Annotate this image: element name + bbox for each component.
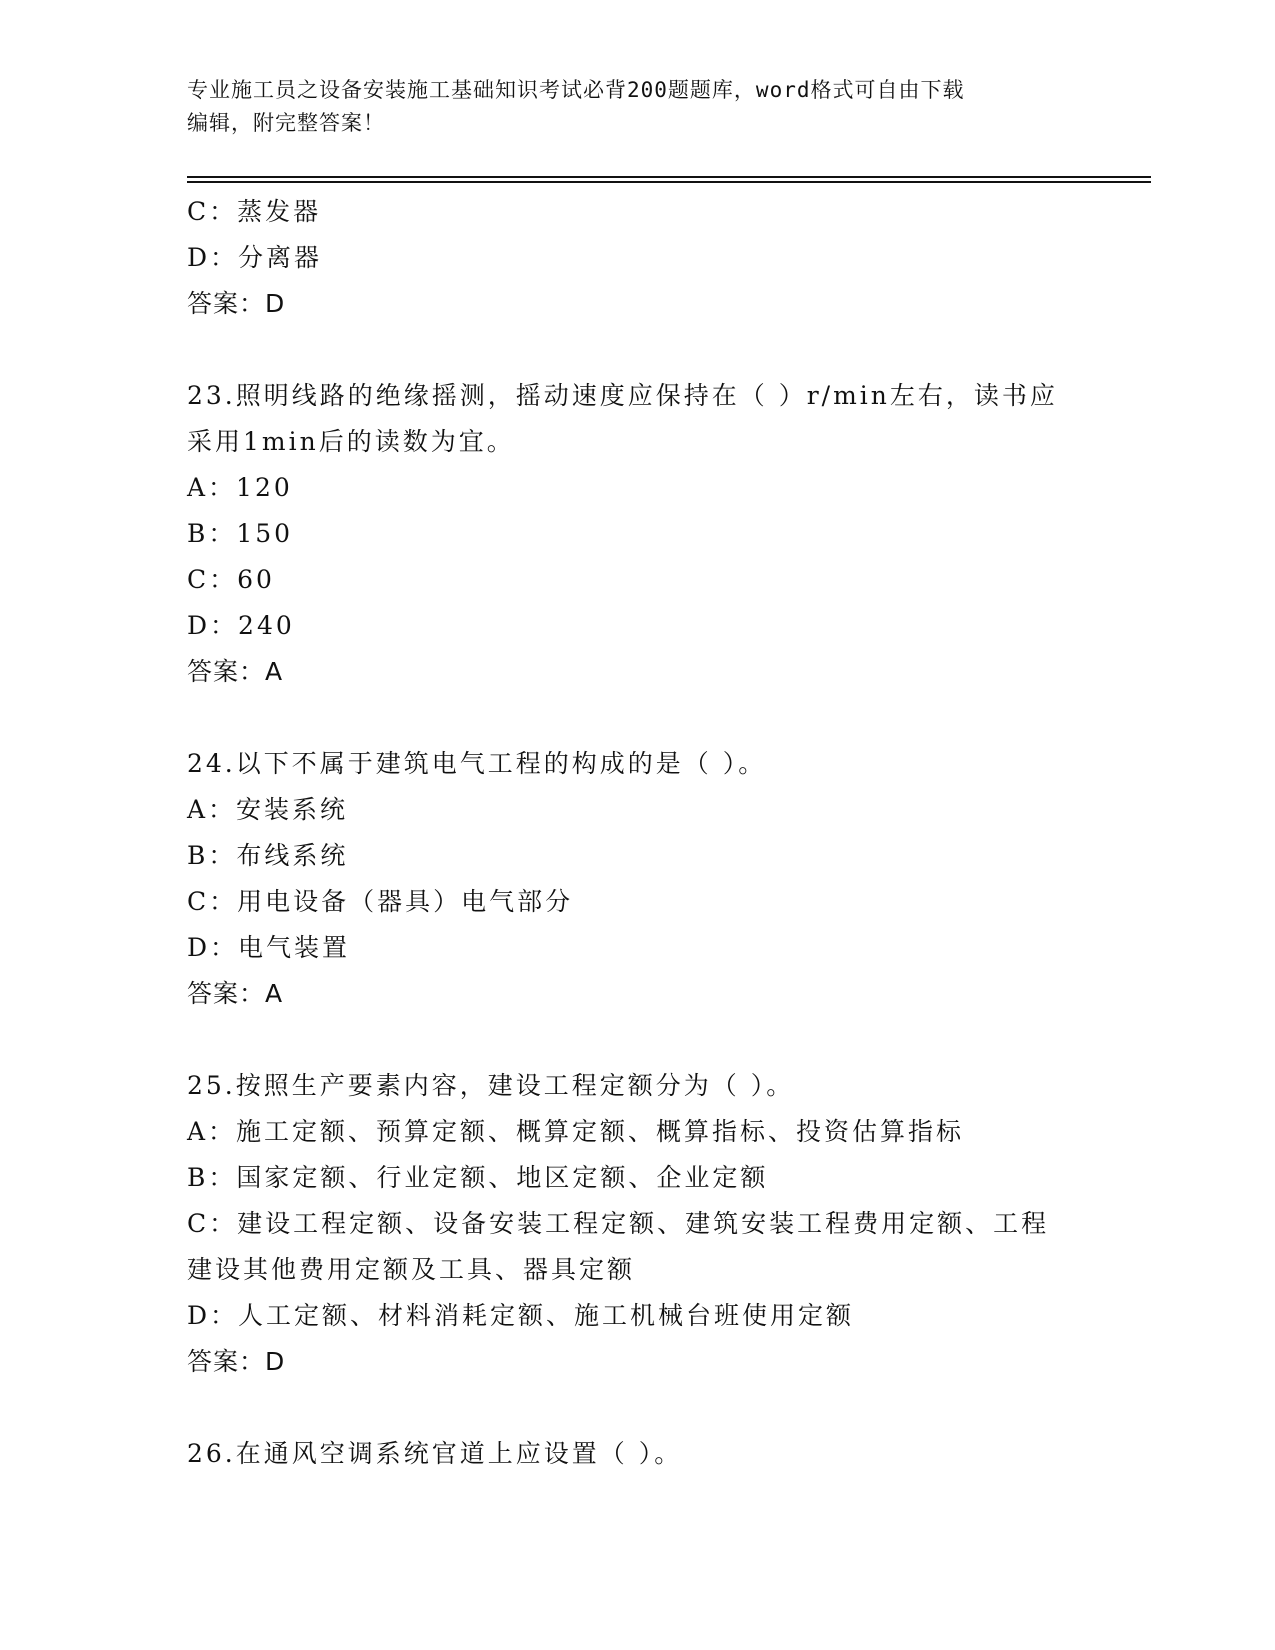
option-b: B：国家定额、行业定额、地区定额、企业定额 xyxy=(187,1163,769,1192)
header-divider-bottom xyxy=(187,181,1151,183)
option-d: D：人工定额、材料消耗定额、施工机械台班使用定额 xyxy=(187,1301,855,1330)
option-d: D：240 xyxy=(187,611,295,640)
option-a: A：安装系统 xyxy=(187,795,349,824)
question-stem: 25.按照生产要素内容，建设工程定额分为（ ）。 xyxy=(187,1071,795,1100)
option-c: C：建设工程定额、设备安装工程定额、建筑安装工程费用定额、工程 xyxy=(187,1209,1050,1238)
header-divider-top xyxy=(187,176,1151,178)
option-b: B：布线系统 xyxy=(187,841,349,870)
question-24 xyxy=(187,741,1117,1017)
question-stem: 24.以下不属于建筑电气工程的构成的是（ ）。 xyxy=(187,749,767,778)
option-c: C：60 xyxy=(187,565,275,594)
option-a: A：施工定额、预算定额、概算定额、概算指标、投资估算指标 xyxy=(187,1117,965,1146)
answer-line: 答案：D xyxy=(187,289,286,318)
option-a: A：120 xyxy=(187,473,293,502)
header-line-2: 编辑，附完整答案！ xyxy=(187,111,385,135)
option-c-continued: 建设其他费用定额及工具、器具定额 xyxy=(187,1255,636,1284)
question-list xyxy=(187,189,1117,1477)
document-header xyxy=(187,74,1067,140)
question-23 xyxy=(187,373,1117,695)
question-stem: 26.在通风空调系统官道上应设置（ ）。 xyxy=(187,1439,683,1468)
option-d: D：分离器 xyxy=(187,243,323,272)
question-26 xyxy=(187,1431,1117,1477)
header-line-1: 专业施工员之设备安装施工基础知识考试必背200题题库，word格式可自由下载 xyxy=(187,78,965,102)
question-25 xyxy=(187,1063,1117,1385)
answer-line: 答案：A xyxy=(187,979,284,1008)
question-stem: 23.照明线路的绝缘摇测，摇动速度应保持在（ ）r/min左右，读书应 xyxy=(187,381,1058,410)
answer-line: 答案：D xyxy=(187,1347,286,1376)
option-c: C：蒸发器 xyxy=(187,197,322,226)
option-b: B：150 xyxy=(187,519,294,548)
option-d: D：电气装置 xyxy=(187,933,351,962)
option-c: C：用电设备（器具）电气部分 xyxy=(187,887,574,916)
previous-question-tail xyxy=(187,189,1117,327)
answer-line: 答案：A xyxy=(187,657,284,686)
question-stem-continued: 采用1min后的读数为宜。 xyxy=(187,427,515,456)
